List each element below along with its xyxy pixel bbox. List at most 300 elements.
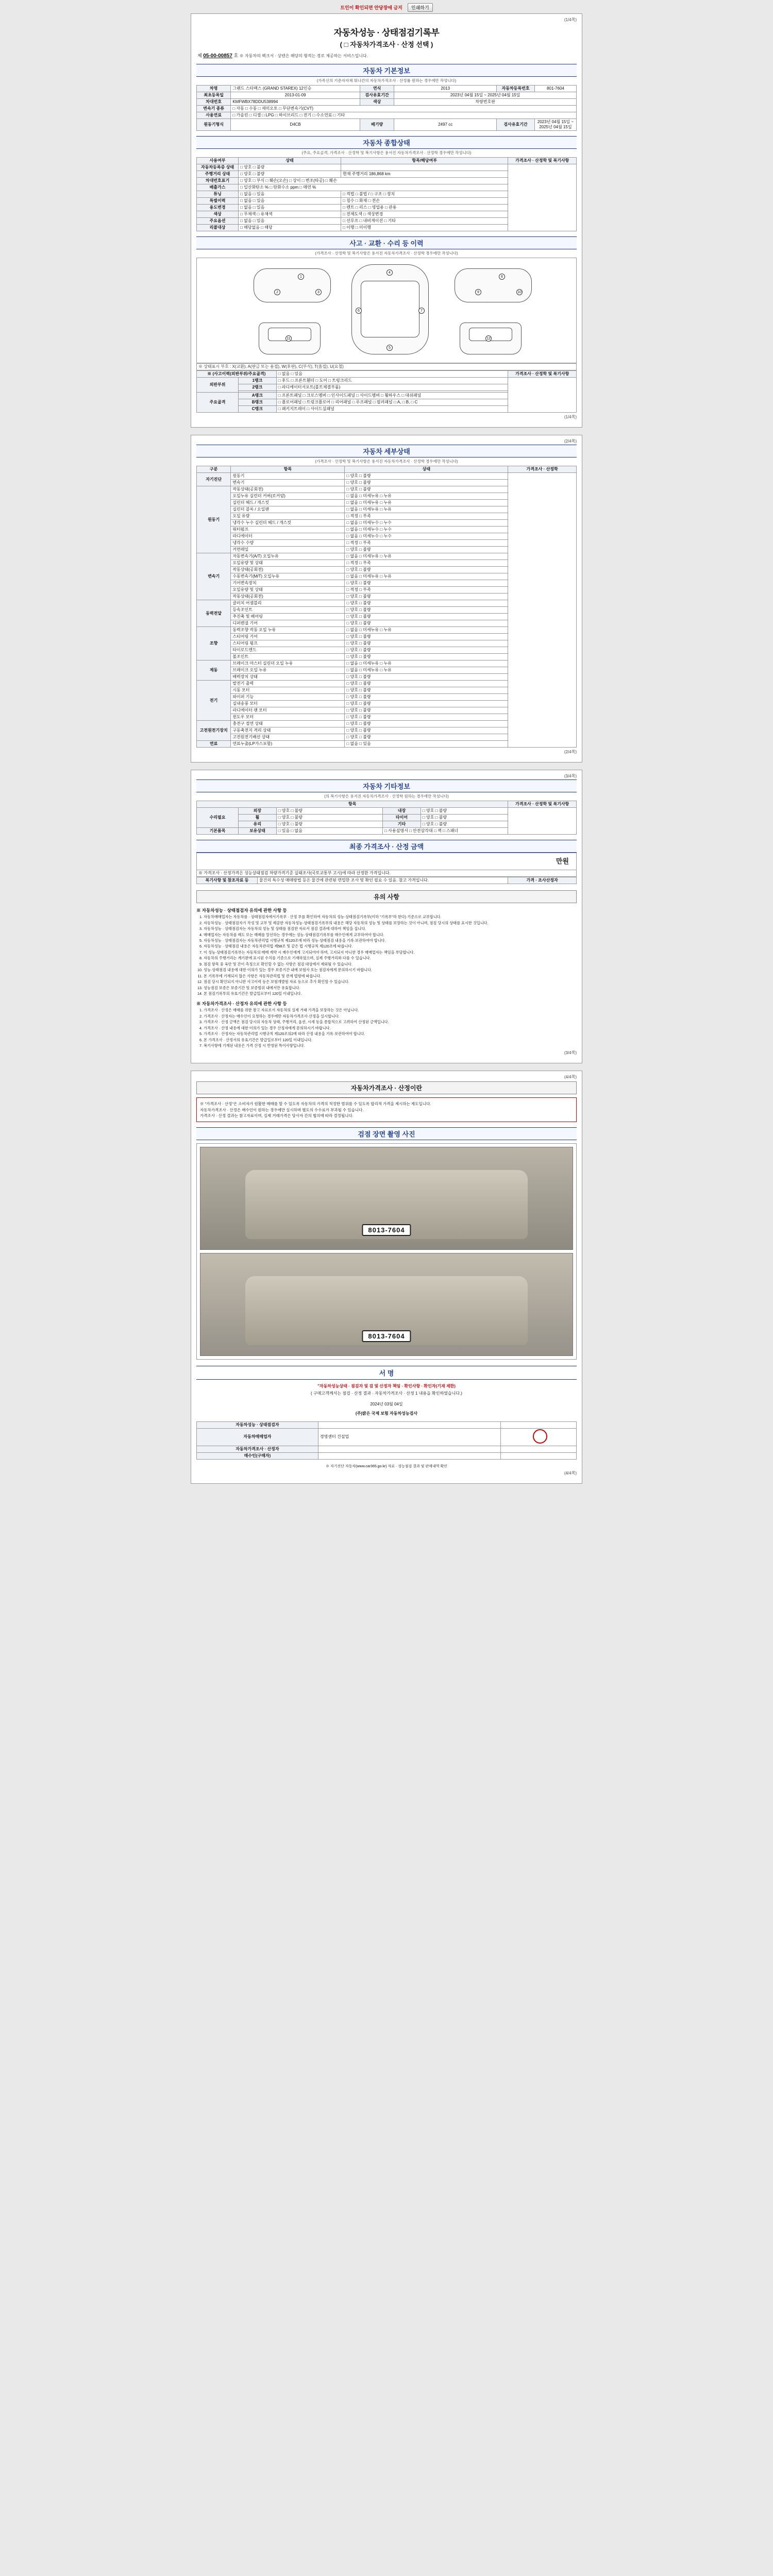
detail-state-4-2[interactable]: □ 양호 □ 불량: [345, 640, 508, 647]
overall-state-table: [196, 157, 577, 231]
detail-item-8-0: 연료누출(LP가스포함): [231, 741, 345, 748]
remark-source-label: 복기사항 및 참조자료 등: [197, 877, 258, 884]
detail-item-1-4: 오일 유량: [231, 513, 345, 520]
detail-item-6-0: 발전기 출력: [231, 681, 345, 687]
value-model: 그랜드 스타렉스 (GRAND STAREX) 12인승: [231, 86, 360, 92]
notices-group2-head: ※ 자동차가격조사 · 산정자 유의에 관한 사항 등: [196, 1001, 287, 1007]
detail-state-1-6[interactable]: □ 없음 □ 미세누수 □ 누수: [345, 527, 508, 533]
damage-point-8[interactable]: 8: [499, 274, 505, 280]
detail-item-4-3: 타이로드엔드: [231, 647, 345, 654]
notices-group1-list: [204, 914, 577, 996]
notice-g1-item-2: 3. 자동차성능 · 상태점검자는 자동차의 성능 및 상태를 점검한 자로서 점검 결과에 대하여 책임을 집니다.: [204, 926, 577, 931]
detail-item-4-1: 스티어링 기어: [231, 634, 345, 640]
detail-group-2-label: 변속기: [197, 553, 231, 600]
section-other-note: (의 복기사항은 용서진 자동차가격조사 · 산정학 원하는 경우에만 작성니다): [324, 794, 449, 799]
value-vin: KMFWBX78DDU538994: [231, 99, 360, 106]
sign-row-2-label: 자동차가격조사 · 산정자: [197, 1446, 318, 1452]
section-detail-note: (가격조사 · 산정학 및 복기사항은 용서진 자동차가격조사 · 산정학 경우에만 작성니다): [315, 459, 458, 464]
other-state2-3[interactable]: □ 사용설명서 □ 안전삼각대 □ 잭 □ 스패너: [383, 828, 508, 835]
page-4-footer-note: ※ 자기진단 자동차(www.car365.go.kr) 자료 · 성능점검 결과 및 판매내역 확인: [326, 1464, 447, 1468]
notice-g1-item-8: 9. 점검 항목 중 육안 및 간이 측정으로 확인할 수 없는 사항은 점검 대상에서 제외될 수 있습니다.: [204, 962, 577, 967]
detail-item-6-4: 라디에이터 팬 모터: [231, 707, 345, 714]
docno-suffix: 호: [233, 53, 239, 58]
label-year: 연식: [360, 86, 394, 92]
signature-note-2: ( 구매고객께서는 점검 · 산정 결과 · 자동차가격조사 · 산정 1 내용을 확인하였습니다.): [311, 1391, 462, 1396]
damage-point-2[interactable]: 2: [274, 289, 280, 295]
car-right-side-view: [455, 268, 532, 302]
notice-g2-item-0: 1. 가격조사 · 산정은 매매를 위한 참고 자료로서 자동차의 실제 거래 가격을 보장하는 것은 아닙니다.: [204, 1008, 577, 1013]
detail-item-6-3: 실내송풍 모터: [231, 701, 345, 707]
damage-point-1[interactable]: 1: [298, 274, 304, 280]
page-1-mark: (1/4쪽): [564, 18, 577, 22]
detail-state-6-5[interactable]: □ 양호 □ 불량: [345, 714, 508, 721]
label-seats: 검사유효기간: [497, 119, 535, 131]
explain-line-1: ※ "가격조사 · 산정"은 소비자가 원활한 매매를 할 수 있도록 자동차의 가격의 적정한 범위를 수 있도록 합리적 가격을 제시하는 제도입니다.: [200, 1101, 431, 1107]
photo-container: [196, 1143, 577, 1360]
section-basic-info-note: (가족신의 기준자자체 뭐나간의 자동차가적조사 · 산정률 원하는 경우에만 작성니다): [316, 78, 457, 83]
outer-rank-1: 2랭크: [239, 384, 277, 391]
label-trans: 변속기 종류: [197, 106, 231, 112]
value-inspect-period: 2023년 04월 15일 ~ 2025년 04월 15일: [394, 92, 577, 99]
detail-group-4-label: 조향: [197, 627, 231, 660]
detail-state-3-2[interactable]: □ 양호 □ 불량: [345, 614, 508, 620]
notice-g1-item-9: 10. 성능·상태점검 내용에 대한 이의가 있는 경우 보증기간 내에 보험사 또는 점검자에게 문의하시기 바랍니다.: [204, 968, 577, 973]
detail-item-7-0: 충전구 절연 상태: [231, 721, 345, 727]
detail-item-6-2: 와이퍼 기능: [231, 694, 345, 701]
detail-state-2-6[interactable]: □ 양호 □ 불량: [345, 594, 508, 600]
detail-item-3-2: 추진축 및 베어링: [231, 614, 345, 620]
detail-item-1-1: 오일누유 실린더 커버(로커암): [231, 493, 345, 500]
main-items-0[interactable]: □ 프론트패널 □ 크로스멤버 □ 인사이드패널 □ 사이드멤버 □ 휠하우스 □ 대쉬패널: [276, 393, 508, 399]
notice-g2-item-5: 6. 본 가격조사 · 산정서의 유효기간은 발급일로부터 120일 이내입니다.: [204, 1038, 577, 1043]
detail-state-2-4[interactable]: □ 양호 □ 불량: [345, 580, 508, 587]
section-accident-note: (가격조사 · 산정학 및 복기사항은 용서진 자동차가격조사 · 산정학 경우에만 작성니다): [315, 251, 458, 256]
table-row: [197, 473, 577, 480]
overall-row-4-state[interactable]: □ 없음 □ 있음: [239, 191, 341, 198]
remark-source-value[interactable]: 물건의 특수성 매매방법 등은 물건에 관련된 면밀한 조사 및 확인 필요 수 있음. 참고 가격입니다.: [257, 877, 508, 884]
page-3-mark: (3/4쪽): [564, 774, 577, 778]
section-basic-info-title: 자동차 기본정보: [196, 64, 577, 77]
overall-row-4-detail[interactable]: □ 적법 □ 불법 / □ 구조 □ 장치: [341, 191, 508, 198]
notice-g2-item-6: 7. 복기사항에 기재된 내용은 가격 산정 시 반영된 특이사항입니다.: [204, 1043, 577, 1048]
overall-row-8-name: 주요옵션: [197, 218, 239, 225]
detail-item-1-7: 라디에이터: [231, 533, 345, 540]
overall-row-1-detail: 현재 주행거리 186,868 km: [341, 171, 508, 178]
damage-point-7[interactable]: 7: [418, 308, 425, 314]
sign-row-1-stamp[interactable]: [500, 1428, 576, 1446]
detail-state-7-2[interactable]: □ 양호 □ 불량: [345, 734, 508, 741]
detail-group-8-label: 연료: [197, 741, 231, 748]
final-price-note-1: ※ 가격조사 · 산정가격은 성능상태점검 차량가격기준 실태조사(국토교통부 고시)에 따라 산정한 가격입니다.: [197, 870, 577, 877]
top-toolbar: [191, 3, 582, 11]
docno-note: ※ 자동차의 팩크서 · 상텐은 해당의 형적는 경로 제공하는 서비스입니다.: [239, 54, 368, 58]
sign-row-1-value[interactable]: 경영센터 건설업: [318, 1428, 500, 1446]
detail-state-1-5[interactable]: □ 없음 □ 미세누수 □ 누수: [345, 520, 508, 527]
section-other-title: 자동차 기타정보: [196, 779, 577, 792]
overall-row-3-state[interactable]: □ 일산화탄소 % □ 탄화수소 ppm □ 매연 %: [239, 184, 508, 191]
other-state-1[interactable]: □ 양호 □ 불량: [276, 815, 382, 821]
car-top-cabin: [361, 281, 419, 337]
final-price-amount[interactable]: [197, 853, 577, 870]
car-damage-diagram[interactable]: [196, 258, 577, 363]
detail-item-3-0: 클러치 어셈블리: [231, 600, 345, 607]
explain-line-3: 가격조사 · 산정 결과는 참고자료이며, 실제 거래가격은 당사자 간의 협의에 따라 결정됩니다.: [200, 1113, 354, 1118]
notice-g2-item-2: 3. 가격조사 · 산정 금액은 점검 당시의 자동차 상태, 주행거리, 옵션, 시세 등을 종합적으로 고려하여 산정된 금액입니다.: [204, 1020, 577, 1025]
diagram-legend-table: [196, 363, 577, 370]
table-row: [197, 877, 577, 884]
detail-state-1-9[interactable]: □ 양호 □ 불량: [345, 547, 508, 553]
notice-g2-item-3: 4. 가격조사 · 산정 내용에 대한 이의가 있는 경우 산정자에게 문의하시기 바랍니다.: [204, 1026, 577, 1031]
accident-exists-label: ※ (사고이력(외판부위/주요골격): [197, 371, 277, 378]
value-trans-options[interactable]: □ 자동 □ 수동 □ 세미오토 □ 무단변속기(CVT): [231, 106, 577, 112]
page-1-footer-mark: (1/4쪽): [564, 415, 577, 419]
detail-group-1-label: 원동기: [197, 486, 231, 553]
damage-point-3[interactable]: 3: [315, 289, 322, 295]
overall-row-8-state[interactable]: □ 없음 □ 있음: [239, 218, 341, 225]
sign-row-2-stamp[interactable]: [500, 1446, 576, 1452]
main-items-1[interactable]: □ 플로어패널 □ 트렁크플로어 □ 리어패널 □ 루프패널 □ 필러패널 □ A, □ B, □ C: [276, 399, 508, 406]
detail-state-5-2[interactable]: □ 양호 □ 불량: [345, 674, 508, 681]
overall-row-9-detail[interactable]: □ 이행 □ 미이행: [341, 225, 508, 231]
other-col-head: 항목: [197, 801, 508, 808]
table-row: [197, 1446, 577, 1452]
detail-item-3-3: 디퍼렌셜 기어: [231, 620, 345, 627]
signature-company: (주)밝은 국제 보험 자동차성능검사: [355, 1411, 418, 1416]
overall-col-3: 가격조사 · 산정학 및 복기사항: [508, 158, 577, 164]
other-item-0: 외장: [239, 808, 277, 815]
main-rank-0: A랭크: [239, 393, 277, 399]
overall-row-0-state[interactable]: □ 양호 □ 불량: [239, 164, 341, 171]
detail-group-5-label: 제동: [197, 660, 231, 681]
notice-g1-item-7: 8. 자동차의 주행거리는 계기판에 표시된 수치를 기준으로 기재하였으며, 실제 주행거리와 다를 수 있습니다.: [204, 956, 577, 961]
detail-item-1-6: 워터펌프: [231, 527, 345, 533]
page-2-footer-mark: (2/4쪽): [564, 750, 577, 754]
notice-g1-item-5: 6. 자동차성능 · 상태점검 내용은 자동차관리법 제58조 및 같은 법 시행규칙 제120조에 따릅니다.: [204, 944, 577, 949]
accident-exists-options[interactable]: □ 없음 □ 있음: [276, 371, 508, 378]
detail-state-4-4[interactable]: □ 양호 □ 불량: [345, 654, 508, 660]
car-left-side-view: [254, 268, 331, 302]
other-state-0[interactable]: □ 양호 □ 불량: [276, 808, 382, 815]
signature-title: 서 명: [196, 1366, 577, 1380]
notices-group2-list: [204, 1008, 577, 1048]
other-item2-0: 내장: [383, 808, 421, 815]
detail-state-6-4[interactable]: □ 양호 □ 불량: [345, 707, 508, 714]
label-reg-no: 자동차등록번호: [497, 86, 535, 92]
page-title: 자동차성능 · 상태점검기록부: [333, 28, 440, 38]
detail-state-0-1[interactable]: □ 양호 □ 불량: [345, 480, 508, 486]
section-final-price-title: 최종 가격조사 · 산정 금액: [196, 840, 577, 853]
table-row: [197, 1428, 577, 1446]
overall-row-0-name: 자동차등록증 상태: [197, 164, 239, 171]
notice-g2-item-4: 5. 가격조사 · 산정자는 자동차관리법 시행규칙 제120조의2에 따라 산정 내용을 기록·보관하여야 합니다.: [204, 1031, 577, 1037]
outer-rank-0: 1랭크: [239, 378, 277, 384]
notice-g1-item-3: 4. 매매업자는 자동차를 매도 또는 매매를 알선하는 경우에는 성능·상태점검기록부를 매수인에게 교부하여야 합니다.: [204, 933, 577, 938]
notice-g1-item-13: 14. 본 점검기록부의 유효기간은 발급일로부터 120일 이내입니다.: [204, 991, 577, 996]
overall-row-8-detail[interactable]: □ 선루프 □ 내비게이션 □ 기타: [341, 218, 508, 225]
other-item2-2: 기타: [383, 821, 421, 828]
detail-state-1-7[interactable]: □ 없음 □ 미세누수 □ 누수: [345, 533, 508, 540]
detail-item-0-0: 원동기: [231, 473, 345, 480]
overall-row-6-state[interactable]: □ 없음 □ 있음: [239, 205, 341, 211]
detail-state-4-3[interactable]: □ 양호 □ 불량: [345, 647, 508, 654]
detail-item-5-2: 배력장치 상태: [231, 674, 345, 681]
other-item2-1: 타이어: [383, 815, 421, 821]
label-engine: 원동기형식: [197, 119, 231, 131]
detail-col-3: 가격조사 · 산정학: [508, 466, 577, 473]
overall-col-0: 사용여부: [197, 158, 239, 164]
overall-col-2: 항목/해당여부: [341, 158, 508, 164]
detail-state-1-2[interactable]: □ 없음 □ 미세누유 □ 누유: [345, 500, 508, 506]
damage-point-4[interactable]: 4: [386, 269, 393, 276]
detail-state-2-0[interactable]: □ 없음 □ 미세누유 □ 누유: [345, 553, 508, 560]
label-fuel: 사용연료: [197, 112, 231, 119]
detail-item-1-8: 냉각수 수량: [231, 540, 345, 547]
damage-point-12[interactable]: 12: [485, 335, 492, 342]
sign-row-3-value[interactable]: [318, 1452, 500, 1459]
photo-front-plate: 8013-7604: [362, 1224, 411, 1236]
damage-point-10[interactable]: 10: [516, 289, 523, 295]
detail-item-3-1: 등속조인트: [231, 607, 345, 614]
detail-state-3-1[interactable]: □ 양호 □ 불량: [345, 607, 508, 614]
docno-label: 제: [197, 53, 202, 58]
section-overall-note: (주요, 주요골격, 가격조사 · 산정학 및 복기사항은 용서진 자동차가격조사 · 산정학 경우에만 작성니다): [301, 150, 472, 155]
price-survey-explain-title: 자동차가격조사 · 산정이란: [196, 1081, 577, 1094]
basic-info-table: [196, 85, 577, 131]
detail-state-1-1[interactable]: □ 없음 □ 미세누유 □ 누유: [345, 493, 508, 500]
detail-group-0-label: 자기진단: [197, 473, 231, 486]
detail-state-0-0[interactable]: □ 양호 □ 불량: [345, 473, 508, 480]
detail-state-2-1[interactable]: □ 적정 □ 부족: [345, 560, 508, 567]
sign-row-3-stamp[interactable]: [500, 1452, 576, 1459]
table-row: [197, 164, 577, 171]
detail-item-5-1: 브레이크 오일 누유: [231, 667, 345, 674]
detail-state-5-0[interactable]: □ 없음 □ 미세누유 □ 누유: [345, 660, 508, 667]
detail-state-7-0[interactable]: □ 양호 □ 불량: [345, 721, 508, 727]
overall-row-7-state[interactable]: □ 무채색 □ 유채색: [239, 211, 341, 218]
page-subtitle: ( □ 자동차가격조사 · 산정 선택 ): [340, 41, 433, 48]
explain-line-2: 자동차가격조사 · 산정은 매수인이 원하는 경우에만 실시하며 별도의 수수료가 부과될 수 있습니다.: [200, 1107, 364, 1112]
detail-state-1-4[interactable]: □ 적정 □ 부족: [345, 513, 508, 520]
detail-item-4-2: 스티어링 펌프: [231, 640, 345, 647]
detail-state-1-0[interactable]: □ 양호 □ 불량: [345, 486, 508, 493]
overall-row-2-state[interactable]: □ 양호 □ 부식 □ 훼손(오손) □ 상이 □ 변조(타공) □ 훼손: [239, 178, 508, 184]
overall-row-5-detail[interactable]: □ 침수 □ 화재 □ 전손: [341, 198, 508, 205]
detail-state-3-3[interactable]: □ 양호 □ 불량: [345, 620, 508, 627]
section-overall-title: 자동차 종합상태: [196, 136, 577, 149]
other-remark-cell[interactable]: [508, 808, 577, 835]
other-state2-1[interactable]: □ 양호 □ 불량: [421, 815, 508, 821]
overall-row-5-name: 특별이력: [197, 198, 239, 205]
detail-item-0-1: 변속기: [231, 480, 345, 486]
detail-item-1-2: 실린더 헤드 / 개스킷: [231, 500, 345, 506]
basic-items-label: 기본품목: [197, 828, 239, 835]
signature-block: [196, 1383, 577, 1417]
notice-g1-item-1: 2. 자동차성능 · 상태점검자가 작성 및 교부 및 제공한 자동차성능·상태점검기록부의 내용은 해당 자동차의 성능 및 상태를 보장하는 것이 아니며, 점검 당시의 상태를 표시한 것입니다.: [204, 921, 577, 926]
overall-row-5-state[interactable]: □ 없음 □ 있음: [239, 198, 341, 205]
detail-state-3-0[interactable]: □ 양호 □ 불량: [345, 600, 508, 607]
detail-table-body: [197, 473, 577, 748]
overall-row-6-detail[interactable]: □ 렌트 □ 리스 □ 영업용 □ 관용: [341, 205, 508, 211]
table-row: [197, 808, 577, 815]
page-4: [191, 1071, 582, 1483]
detail-state-2-3[interactable]: □ 없음 □ 미세누유 □ 누유: [345, 573, 508, 580]
document-number-line: [197, 52, 577, 59]
signature-note-1: "자동차성능상태 · 점검자 및 검 및 산정자 책임 · 확인사항 · 확인자(기재 제한): [317, 1384, 456, 1389]
overall-row-7-detail[interactable]: □ 전체도색 □ 색상변경: [341, 211, 508, 218]
other-state2-0[interactable]: □ 양호 □ 불량: [421, 808, 508, 815]
detail-state-6-2[interactable]: □ 양호 □ 불량: [345, 694, 508, 701]
photo-rear: [200, 1253, 573, 1356]
other-col-remark: 가격조사 · 산정학 및 복기사항: [508, 801, 577, 808]
seal-icon: [533, 1429, 547, 1444]
sign-row-0-value[interactable]: [318, 1421, 500, 1428]
main-items-2[interactable]: □ 패키지트레이 □ 사이드실패널: [276, 406, 508, 413]
overall-col-1: 상태: [239, 158, 341, 164]
detail-item-4-0: 동력조향 작동 오일 누유: [231, 627, 345, 634]
section-detail-title: 자동차 세부상태: [196, 445, 577, 457]
signature-date: 2024년 03월 04일: [370, 1402, 403, 1407]
label-disp: 배기량: [360, 119, 394, 131]
page-4-footer-mark: (4/4쪽): [564, 1470, 577, 1476]
detail-item-2-6: 작동상태(공회전): [231, 594, 345, 600]
detail-item-2-2: 작동상태(공회전): [231, 567, 345, 573]
notice-g2-item-1: 2. 가격조사 · 산정자는 매수인이 요청하는 경우에만 자동차가격조사·산정을 실시합니다.: [204, 1014, 577, 1019]
overall-row-3-name: 배출가스: [197, 184, 239, 191]
detail-state-1-3[interactable]: □ 없음 □ 미세누유 □ 누유: [345, 506, 508, 513]
detail-item-6-1: 시동 모터: [231, 687, 345, 694]
page-3: [191, 770, 582, 1063]
detail-state-8-0[interactable]: □ 없음 □ 있음: [345, 741, 508, 748]
detail-state-table: [196, 466, 577, 748]
damage-point-9[interactable]: 9: [475, 289, 481, 295]
docno-value: 05-00-00857: [203, 53, 232, 59]
overall-row-9-state[interactable]: □ 해당없음 □ 해당: [239, 225, 341, 231]
outer-items-1[interactable]: □ 라디에이터서포트(볼트체결부품): [276, 384, 508, 391]
final-price-table: [196, 853, 577, 877]
sign-row-1-label: 자동차매매업자: [197, 1428, 318, 1446]
other-item-3: 보유상태: [239, 828, 277, 835]
detail-item-6-5: 윈도우 모터: [231, 714, 345, 721]
detail-col-0: 구분: [197, 466, 231, 473]
value-year: 2013: [394, 86, 497, 92]
accident-remark-cell[interactable]: [508, 378, 577, 413]
notices-title: 유의 사항: [196, 890, 577, 903]
detail-item-1-3: 실린더 블록 / 오일팬: [231, 506, 345, 513]
notice-g1-item-6: 7. 이 성능·상태점검기록부는 자동차의 매매 계약 시 매수인에게 고지되어야 하며, 고지되지 아니한 경우 매매업자는 책임을 부담합니다.: [204, 950, 577, 955]
detail-item-2-1: 오일유량 및 상태: [231, 560, 345, 567]
other-state-3[interactable]: □ 있음 □ 없음: [276, 828, 382, 835]
price-survey-explain-box: [196, 1097, 577, 1122]
label-first-reg: 최초등록일: [197, 92, 231, 99]
print-warning-text: 트인이 확인되면 안당장애 금지: [340, 5, 402, 10]
main-rank-2: C랭크: [239, 406, 277, 413]
price-surveyor-label: 가격 · 조사산정자: [508, 877, 577, 884]
detail-item-2-3: 수동변속기(M/T) 오일누유: [231, 573, 345, 580]
main-rank-1: B랭크: [239, 399, 277, 406]
detail-state-1-8[interactable]: □ 적정 □ 부족: [345, 540, 508, 547]
detail-remark-cell[interactable]: [508, 473, 577, 748]
detail-state-2-2[interactable]: □ 양호 □ 불량: [345, 567, 508, 573]
value-first-reg: 2013-01-09: [231, 92, 360, 99]
overall-row-7-name: 색상: [197, 211, 239, 218]
detail-item-2-0: 자동변속기(A/T) 오일누유: [231, 553, 345, 560]
legend-line-1: ※ 상태표시 부호 : X(교환), A(판금 또는 용접), W(후판), C(부식), T(흠집), U(요철): [197, 364, 577, 370]
detail-item-1-9: 커먼레일: [231, 547, 345, 553]
label-inspect-period: 검사유효기간: [360, 92, 394, 99]
detail-state-4-0[interactable]: □ 없음 □ 미세누유 □ 누유: [345, 627, 508, 634]
page-2-mark: (2/4쪽): [564, 439, 577, 444]
print-button[interactable]: 인쇄하기: [408, 3, 433, 12]
detail-col-1: 항목: [231, 466, 345, 473]
detail-col-2: 상태: [345, 466, 508, 473]
detail-state-2-5[interactable]: □ 적정 □ 부족: [345, 587, 508, 594]
other-state-2[interactable]: □ 양호 □ 불량: [276, 821, 382, 828]
value-reg-no: 801-7604: [534, 86, 576, 92]
outer-panel-label: 외판부위: [197, 378, 239, 393]
value-fuel-options[interactable]: □ 가솔린 □ 디젤 □ LPG □ 하이브리드 □ 전기 □ 수소연료 □ 기타: [231, 112, 577, 119]
detail-state-6-0[interactable]: □ 양호 □ 불량: [345, 681, 508, 687]
outer-items-0[interactable]: □ 후드 □ 프론트휀더 □ 도어 □ 트렁크리드: [276, 378, 508, 384]
detail-state-4-1[interactable]: □ 양호 □ 불량: [345, 634, 508, 640]
main-frame-label: 주요골격: [197, 393, 239, 413]
page-3-footer-mark: (3/4쪽): [564, 1050, 577, 1056]
detail-state-5-1[interactable]: □ 없음 □ 미세누유 □ 누유: [345, 667, 508, 674]
detail-state-6-1[interactable]: □ 양호 □ 불량: [345, 687, 508, 694]
detail-item-7-2: 고전원전기배선 상태: [231, 734, 345, 741]
table-row: [197, 378, 577, 384]
section-accident-title: 사고 · 교환 · 수리 등 이력: [196, 236, 577, 249]
damage-point-5[interactable]: 5: [386, 345, 393, 351]
detail-item-7-1: 구동축전지 격리 상태: [231, 727, 345, 734]
notices-group1-head: ※ 자동차성능 · 상태점검자 유의에 관한 사항 등: [196, 908, 287, 913]
overall-row-1-state[interactable]: □ 양호 □ 불량: [239, 171, 341, 178]
label-model: 차명: [197, 86, 231, 92]
detail-state-7-1[interactable]: □ 양호 □ 불량: [345, 727, 508, 734]
sign-row-0-label: 자동차성능 · 상태점검자: [197, 1421, 318, 1428]
overall-remark-cell[interactable]: [508, 164, 577, 231]
table-row: [197, 1421, 577, 1428]
overall-row-0-detail: [341, 164, 508, 171]
signature-table-body: [197, 1421, 577, 1459]
overall-row-4-name: 튜닝: [197, 191, 239, 198]
label-color: 색상: [360, 99, 394, 106]
detail-item-1-5: 냉각수 누수 실린더 헤드 / 개스킷: [231, 520, 345, 527]
damage-point-6[interactable]: 6: [356, 308, 362, 314]
page-4-mark: (4/4쪽): [564, 1075, 577, 1080]
detail-item-2-5: 오일유량 및 상태: [231, 587, 345, 594]
detail-item-2-4: 기어변속장치: [231, 580, 345, 587]
other-state2-2[interactable]: □ 양호 □ 불량: [421, 821, 508, 828]
overall-row-1-name: 주행거리 상태: [197, 171, 239, 178]
sign-row-2-value[interactable]: [318, 1446, 500, 1452]
sign-row-0-stamp[interactable]: [500, 1421, 576, 1428]
value-seats: 2023년 04월 15일 ~ 2025년 04월 15일: [534, 119, 576, 131]
repair-needed-label: 수리필요: [197, 808, 239, 828]
accident-remark-header: 가격조사 · 산정학 및 복기사항: [508, 371, 577, 378]
page-1: [191, 13, 582, 428]
table-row: [197, 1452, 577, 1459]
photo-front: [200, 1147, 573, 1250]
photo-section-title: 검점 장면 촬영 사진: [196, 1127, 577, 1140]
detail-item-1-0: 작동상태(공회전): [231, 486, 345, 493]
page-2: [191, 435, 582, 762]
detail-state-6-3[interactable]: □ 양호 □ 불량: [345, 701, 508, 707]
detail-group-3-label: 동력전달: [197, 600, 231, 627]
overall-row-2-name: 차대번호표기: [197, 178, 239, 184]
notice-g1-item-11: 12. 점검 당시 확인되지 아니한 사고이력 등은 보험개발원 자료 등으로 추가 확인할 수 있습니다.: [204, 979, 577, 985]
damage-point-11[interactable]: 11: [285, 335, 292, 342]
notice-g1-item-10: 11. 본 기록부에 기재되지 않은 사항은 자동차관리법 및 관계 법령에 따릅니다.: [204, 974, 577, 979]
